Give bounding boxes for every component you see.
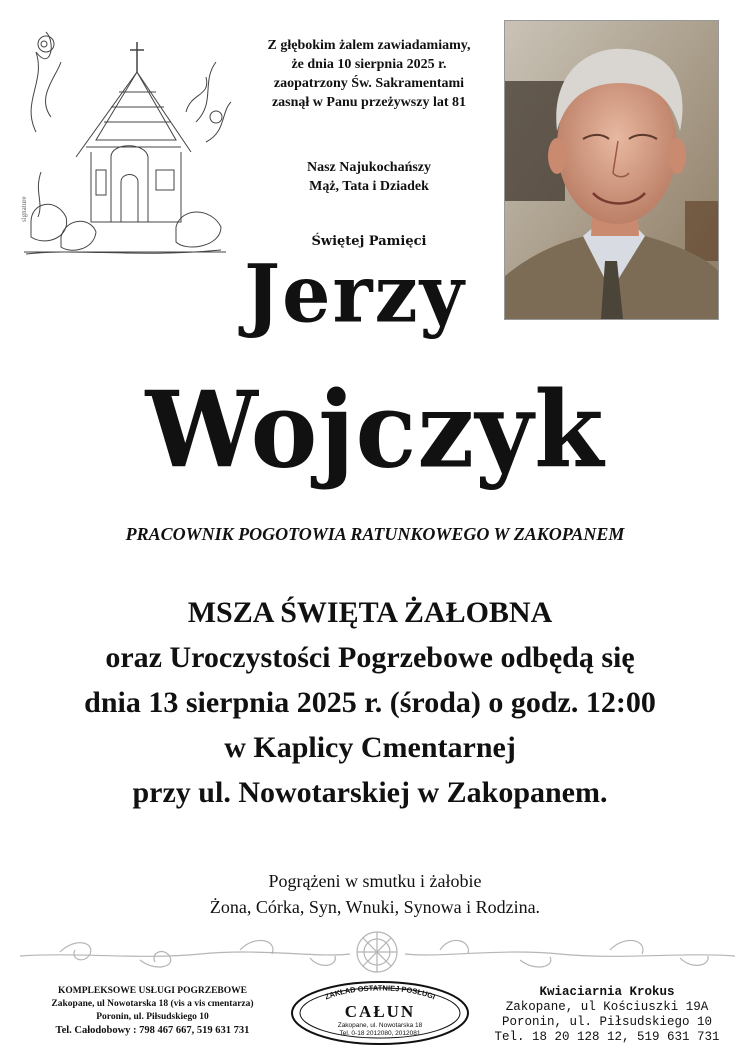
deceased-occupation: PRACOWNIK POGOTOWIA RATUNKOWEGO W ZAKOPANEM (125, 524, 625, 544)
svg-text:signature: signature (20, 196, 28, 222)
funeral-home-address: Poronin, ul. Piłsudskiego 10 (96, 1012, 209, 1022)
mass-location: w Kaplicy Cmentarnej (224, 731, 516, 764)
florist-address: Zakopane, ul Kościuszki 19A (505, 1000, 709, 1014)
announcement-text (238, 36, 500, 112)
deceased-last-name: Wojczyk (145, 368, 605, 492)
mass-address: przy ul. Nowotarskiej w Zakopanem. (132, 776, 608, 809)
intro-line: Z głębokim żalem zawiadamiamy, (267, 38, 471, 53)
mass-date-time: dnia 13 sierpnia 2025 r. (środa) o godz. 12:00 (84, 686, 656, 719)
funeral-home-address: Zakopane, ul Nowotarska 18 (vis a vis cmentarza) (51, 999, 254, 1009)
portrait-photo (504, 20, 719, 320)
beloved-line: Nasz Najukochańszy (306, 160, 432, 175)
chapel-sketch-illustration (16, 22, 234, 262)
mass-title: MSZA ŚWIĘTA ŻAŁOBNA (187, 596, 553, 629)
logo-address: Zakopane, ul. Nowotarska 18 (337, 1022, 423, 1029)
florist-name: Kwiaciarnia Krokus (539, 985, 675, 999)
logo-ring-text: ZAKŁAD OSTATNIEJ POSŁUGI (323, 983, 437, 1002)
mourners-text (0, 868, 750, 920)
intro-line: zaopatrzony Św. Sakramentami (273, 76, 465, 91)
logo-name: CAŁUN (344, 1002, 416, 1021)
deceased-first-name: Jerzy (244, 246, 466, 341)
mourners-line: Pogrążeni w smutku i żałobie (268, 871, 482, 891)
florist-address: Poronin, ul. Piłsudskiego 10 (501, 1015, 713, 1029)
portrait-image (505, 21, 718, 319)
beloved-line: Mąż, Tata i Dziadek (309, 179, 429, 194)
funeral-home-info (20, 985, 285, 1037)
intro-line: że dnia 10 sierpnia 2025 r. (291, 57, 447, 72)
mourners-family: Żona, Córka, Syn, Wnuki, Synowa i Rodzina. (209, 897, 541, 917)
florist-info (476, 985, 738, 1045)
ornamental-divider (20, 922, 735, 980)
florist-phone: Tel. 18 20 128 12, 519 631 731 (494, 1030, 720, 1044)
mass-line: oraz Uroczystości Pogrzebowe odbędą się (105, 641, 635, 674)
beloved-text (238, 158, 500, 196)
calun-logo (290, 980, 470, 1046)
funeral-home-name: KOMPLEKSOWE USŁUGI POGRZEBOWE (58, 986, 247, 996)
in-memory-label: Świętej Pamięci (311, 234, 427, 249)
logo-phone: Tel. 0-18 2012080, 2012081 (339, 1030, 421, 1037)
funeral-mass-details (0, 590, 740, 815)
intro-line: zasnął w Panu przeżywszy lat 81 (271, 95, 467, 110)
funeral-home-phone: Tel. Całodobowy : 798 467 667, 519 631 731 (55, 1025, 250, 1036)
